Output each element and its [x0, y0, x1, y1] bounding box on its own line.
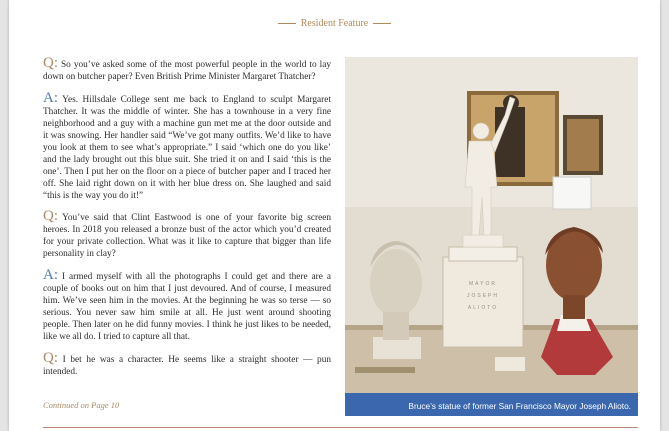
bottom-rule — [43, 427, 638, 428]
photo-caption: Bruce’s statue of former San Francisco Mayor Joseph Alioto. — [345, 393, 638, 416]
interview-paragraph — [43, 267, 331, 344]
answer-marker: A: — [43, 89, 58, 106]
interview-paragraph — [43, 208, 331, 261]
header-rule-right — [373, 23, 391, 24]
paragraph-text: I armed myself with all the photographs I could get and there are a couple of books out on him that I just devoured. And of course, I measured him. We’ve seen him in the movies. At the beginning he was so terse — so serious. You never saw him smile at all. He just went around shooting people. Then later on he did funny movies. I think he just likes to be needed, like we all do. I tried to capture all that. — [43, 272, 331, 343]
interview-paragraph — [43, 89, 331, 203]
paragraph-text: I bet he was a character. He seems like a straight shooter — pun intended. — [43, 355, 331, 377]
paragraph-text: You’ve said that Clint Eastwood is one of your favorite big screen heroes. In 2018 you released a bronze bust of the actor which you’d created for your private collection. What was it like to capture that bigger than life personality in clay? — [43, 213, 331, 260]
question-marker: Q: — [43, 208, 58, 225]
question-marker: Q: — [43, 350, 58, 367]
answer-marker: A: — [43, 267, 58, 284]
question-marker: Q: — [43, 55, 58, 71]
sketch-paper — [553, 177, 591, 209]
paragraph-text: So you’ve asked some of the most powerful people in the world to lay down on butcher paper? Even British Prime Minister Margaret Thatcher? — [43, 60, 331, 82]
interview-paragraph — [43, 55, 331, 84]
continued-note: Continued on Page 10 — [43, 400, 120, 410]
paragraph-text: Yes. Hillsdale College sent me back to England to sculpt Margaret Thatcher. It was the middle of winter. She has a townhouse in a very fine neighborhood and a guy with a machine gun met me at the door outside and it was snowing. Her handler said “We’ve got many outfits. We’d like to have you look at them to see what’s appropriate.” I said ‘which one do you like’ and the lady brought out this blue suit. She tried it on and I said ‘this is the one’. Then I put her on the floor on a piece of butcher paper and I traced her off. She laid right down on it with her blue dress on. She laughed and said “this is the way you do it!” — [43, 94, 331, 201]
studio-scene-illustration — [345, 57, 638, 416]
pedestal-line-2: JOSEPH — [466, 293, 500, 299]
header-rule-left — [278, 23, 296, 24]
interview-paragraph — [43, 350, 331, 379]
sculpture-photo — [345, 57, 638, 416]
pedestal-line-3: ALIOTO — [467, 305, 499, 311]
pedestal-line-1: MAYOR — [469, 281, 497, 287]
pedestal — [443, 247, 523, 347]
interview-column — [43, 55, 331, 388]
section-title: Resident Feature — [300, 18, 369, 29]
magazine-page — [9, 0, 660, 431]
section-header — [9, 18, 660, 29]
